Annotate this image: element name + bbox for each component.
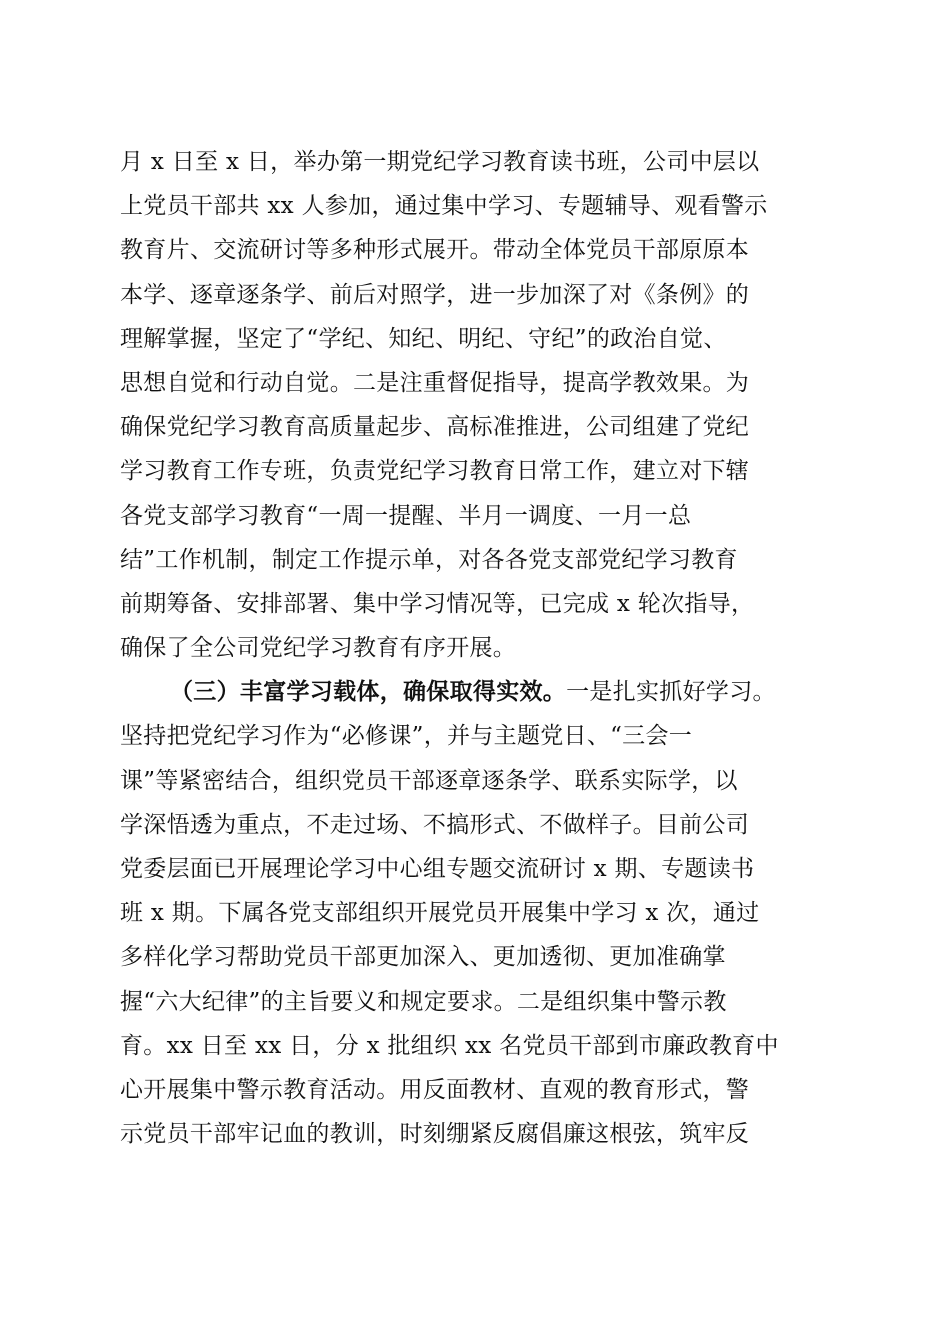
text-line: 学习教育工作专班，负责党纪学习教育日常工作，建立对下辖	[120, 458, 750, 485]
text-line: 各党支部学习教育“一周一提醒、半月一调度、一月一总	[120, 502, 692, 529]
text-line: 确保了全公司党纪学习教育有序开展。	[120, 635, 517, 662]
text-line: 心开展集中警示教育活动。用反面教材、直观的教育形式，警	[120, 1076, 750, 1103]
paragraph-2	[120, 670, 850, 1156]
text-line: 课”等紧密结合，组织党员干部逐章逐条学、联系实际学，以	[120, 767, 738, 794]
section-heading: （三）丰富学习载体，确保取得实效。	[170, 678, 567, 706]
document-body	[120, 140, 850, 1156]
text-line: 坚持把党纪学习作为“必修课”，并与主题党日、“三会一	[120, 723, 693, 750]
text-line: 教育片、交流研讨等多种形式展开。带动全体党员干部原原本	[120, 237, 750, 264]
text-line: 育。xx 日至 xx 日，分 x 批组织 xx 名党员干部到市廉政教育中	[120, 1032, 779, 1059]
text-line: 前期筹备、安排部署、集中学习情况等，已完成 x 轮次指导，	[120, 590, 755, 617]
text-line: 示党员干部牢记血的教训，时刻绷紧反腐倡廉这根弦，筑牢反	[120, 1121, 750, 1148]
heading-line-continuation: 一是扎实抓好学习。	[566, 679, 776, 706]
text-line: 握“六大纪律”的主旨要义和规定要求。二是组织集中警示教	[120, 988, 727, 1015]
text-line: 本学、逐章逐条学、前后对照学，进一步加深了对《条例》的	[120, 281, 750, 308]
text-line: 班 x 期。下属各党支部组织开展党员开展集中学习 x 次，通过	[120, 900, 760, 927]
text-line: 上党员干部共 xx 人参加，通过集中学习、专题辅导、观看警示	[120, 193, 768, 220]
text-line: 月 x 日至 x 日，举办第一期党纪学习教育读书班，公司中层以	[120, 149, 760, 175]
text-line: 理解掌握，坚定了“学纪、知纪、明纪、守纪”的政治自觉、	[120, 325, 727, 352]
text-line: 多样化学习帮助党员干部更加深入、更加透彻、更加准确掌	[120, 944, 726, 971]
text-line: 确保党纪学习教育高质量起步、高标准推进，公司组建了党纪	[120, 414, 750, 441]
text-line: 学深悟透为重点，不走过场、不搞形式、不做样子。目前公司	[120, 811, 750, 838]
text-line: 思想自觉和行动自觉。二是注重督促指导，提高学教效果。为	[120, 369, 750, 396]
paragraph-1	[120, 140, 850, 670]
paragraph-first-line	[120, 670, 850, 714]
text-line: 党委层面已开展理论学习中心组专题交流研讨 x 期、专题读书	[120, 856, 755, 882]
text-line: 结”工作机制，制定工作提示单，对各各党支部党纪学习教育	[120, 546, 738, 573]
